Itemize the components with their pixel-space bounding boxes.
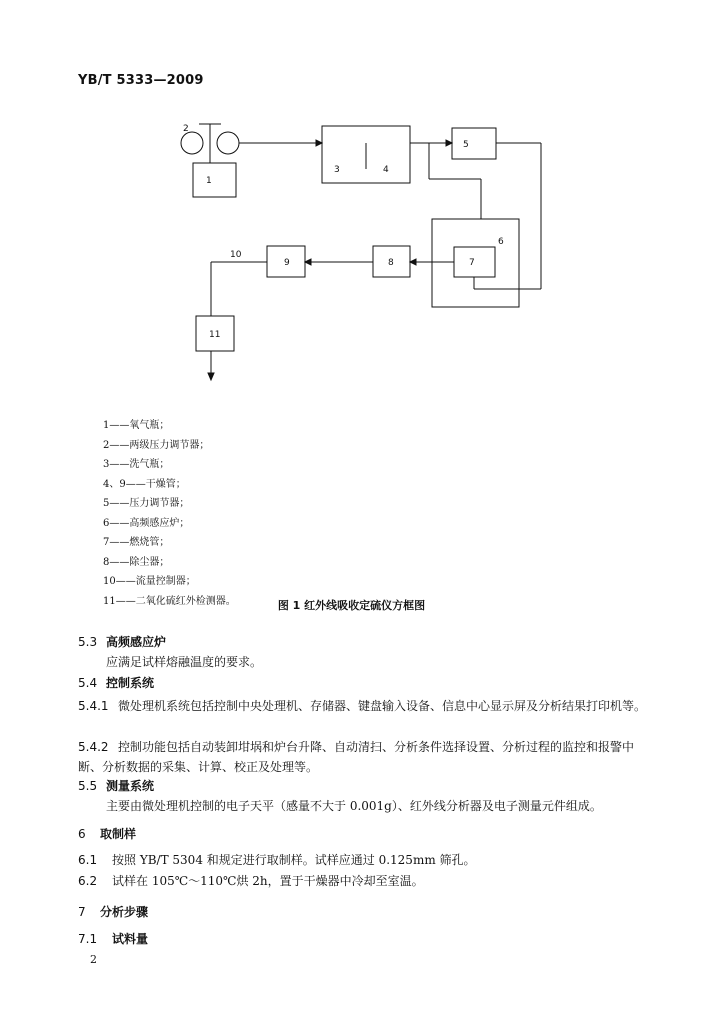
label-3: 3	[334, 165, 340, 175]
legend-item: 10——流量控制器；	[103, 576, 196, 587]
section-5-5-heading: 5.5 测量系统	[78, 779, 155, 793]
label-8: 8	[388, 258, 394, 268]
legend-item: 6——高频感应炉；	[103, 517, 190, 529]
legend-item: 1——氧气瓶；	[103, 420, 170, 431]
diagram-labels	[183, 124, 504, 340]
label-10: 10	[230, 250, 242, 260]
figure-legend	[103, 416, 236, 611]
legend-item: 4、9——干燥管；	[103, 478, 186, 490]
label-7: 7	[469, 258, 475, 268]
section-6-2: 6.2 试样在 105℃～110℃烘 2h，置于干燥器中冷却至室温。	[78, 874, 424, 888]
figure-caption: 图 1 红外线吸收定硫仪方框图	[277, 599, 426, 612]
label-2: 2	[183, 124, 189, 134]
legend-item: 7——燃烧管；	[103, 537, 170, 548]
label-6: 6	[498, 237, 504, 247]
section-7-1-heading: 7.1 试料量	[78, 932, 149, 946]
label-11: 11	[209, 330, 221, 340]
section-5-4-2: 5.4.2 控制功能包括自动装卸坩埚和炉台升降、自动清扫、分析条件选择设置、分析过程的监控和报警中断、分析数据的采集、计算、校正及处理等。	[78, 740, 635, 774]
label-1: 1	[206, 176, 212, 186]
legend-item: 3——洗气瓶；	[103, 459, 170, 470]
section-7-heading: 7 分析步骤	[78, 905, 149, 919]
block-diagram	[0, 0, 703, 400]
regulator-right-wheel	[217, 132, 239, 154]
section-6-heading: 6 取制样	[78, 827, 137, 841]
label-5: 5	[463, 140, 469, 150]
section-5-4-1: 5.4.1 微处理机系统包括控制中央处理机、存储器、键盘输入设备、信息中心显示屏及分析结果打印机等。	[78, 699, 647, 713]
box-oxygen-cylinder	[193, 163, 236, 197]
section-5-5-body: 主要由微处理机控制的电子天平（感量不大于 0.001g）、红外线分析器及电子测量元件组成。	[106, 799, 602, 813]
box-pressure-regulator	[452, 128, 496, 159]
section-5-3-body: 应满足试样熔融温度的要求。	[106, 655, 263, 669]
legend-item: 5——压力调节器；	[103, 498, 190, 509]
legend-item: 11——二氧化硫红外检测器。	[103, 595, 236, 607]
section-6-1: 6.1 按照 YB/T 5304 和规定进行取制样。试样应通过 0.125mm 筛孔。	[78, 853, 476, 867]
label-9: 9	[284, 258, 290, 268]
regulator-left-wheel	[181, 132, 203, 154]
box-induction-furnace	[432, 219, 519, 307]
label-4: 4	[383, 165, 389, 175]
standard-code-header: YB/T 5333—2009	[78, 73, 204, 88]
section-5-3-heading: 5.3 高频感应炉	[78, 635, 167, 649]
section-5-4-heading: 5.4 控制系统	[78, 676, 155, 690]
page-number: 2	[90, 953, 97, 966]
legend-item: 2——两级压力调节器；	[103, 439, 210, 451]
legend-item: 8——除尘器；	[103, 556, 170, 568]
